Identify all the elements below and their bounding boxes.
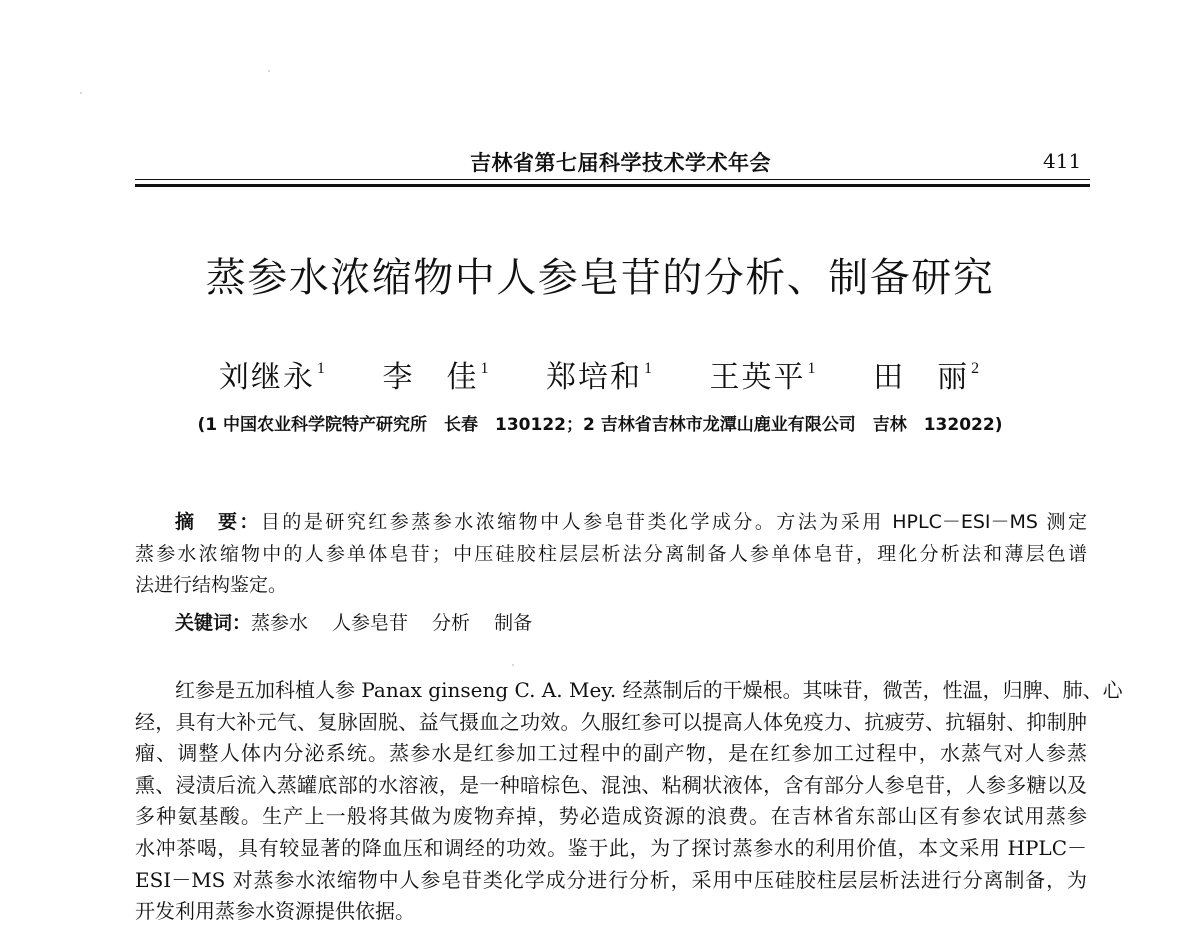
body-line: 多种氨基酸。生产上一般将其做为废物弃掉，势必造成资源的浪费。在吉林省东部山区有参农试用蒸参 [135, 804, 1087, 829]
body-line: 瘤、调整人体内分泌系统。蒸参水是红参加工过程中的副产物，是在红参加工过程中，水蒸气对人参蒸 [135, 741, 1087, 766]
author-name: 李 佳 [382, 360, 479, 395]
author-name: 刘继永 [218, 360, 315, 395]
scan-speck [512, 664, 514, 666]
author-name: 王英平 [709, 360, 806, 395]
abstract-text: 目的是研究红参蒸参水浓缩物中人参皂苷类化学成分。方法为采用 HPLC－ESI－MS 测定 [260, 511, 1087, 533]
author-affil-mark: 2 [971, 360, 982, 377]
page-number: 411 [1043, 149, 1082, 173]
author [546, 352, 654, 396]
author-affil-mark: 1 [807, 360, 818, 377]
keyword: 分析 [432, 612, 471, 634]
paper-title: 蒸参水浓缩物中人参皂苷的分析、制备研究 [205, 255, 995, 301]
author-affil-mark: 1 [644, 360, 654, 377]
author [873, 352, 981, 396]
body-line: 开发利用蒸参水资源提供依据。 [135, 899, 415, 924]
header-rule-thick [135, 184, 1090, 187]
keyword: 蒸参水 [251, 612, 309, 634]
keyword: 人参皂苷 [332, 612, 409, 634]
running-header: 吉林省第七届科学技术学术年会 [470, 151, 771, 175]
body-line: ESI－MS 对蒸参水浓缩物中人参皂苷类化学成分进行分析，采用中压硅胶柱层层析法进行分离制备，为 [135, 867, 1087, 892]
author-name: 田 丽 [873, 360, 970, 395]
abstract-line: 蒸参水浓缩物中的人参单体皂苷；中压硅胶柱层层析法分离制备人参单体皂苷，理化分析法和薄层色谱 [135, 542, 1087, 565]
body-line: 熏、浸渍后流入蒸罐底部的水溶液，是一种暗棕色、混浊、粘稠状液体，含有部分人参皂苷，人参多糖以及 [135, 772, 1087, 797]
author-list [0, 352, 1200, 396]
author [382, 352, 490, 396]
body-line: 水冲茶喝，具有较显著的降血压和调经的功效。鉴于此，为了探讨蒸参水的利用价值，本文采用 HPLC－ [135, 835, 1087, 860]
header-rule-thin [135, 179, 1090, 180]
author [710, 352, 818, 396]
author-name: 郑培和 [546, 360, 642, 395]
author-affil-mark: 1 [480, 360, 491, 377]
keywords-label: 关键词： [175, 612, 252, 634]
abstract-line: 法进行结构鉴定。 [135, 574, 288, 596]
body-line: 经，具有大补元气、复脉固脱、益气摄血之功效。久服红参可以提高人体免疫力、抗疲劳、抗辐射、抑制肿 [135, 709, 1087, 734]
body-paragraph [135, 675, 1123, 928]
keywords [175, 608, 556, 635]
author [219, 352, 327, 396]
abstract-line [135, 507, 1087, 539]
keyword: 制备 [494, 612, 533, 634]
affiliation: (1 中国农业科学院特产研究所 长春 130122；2 吉林省吉林市龙潭山鹿业有限公司 吉林 132022) [197, 415, 1003, 435]
abstract [135, 507, 1087, 602]
author-affil-mark: 1 [316, 360, 327, 377]
scan-speck [80, 92, 82, 94]
abstract-label: 摘 要： [175, 511, 261, 533]
scan-speck [268, 70, 270, 72]
body-line: 红参是五加科植人参 Panax ginseng C. A. Mey. 经蒸制后的干燥根。其味苷，微苦，性温，归脾、肺、心 [175, 678, 1123, 702]
